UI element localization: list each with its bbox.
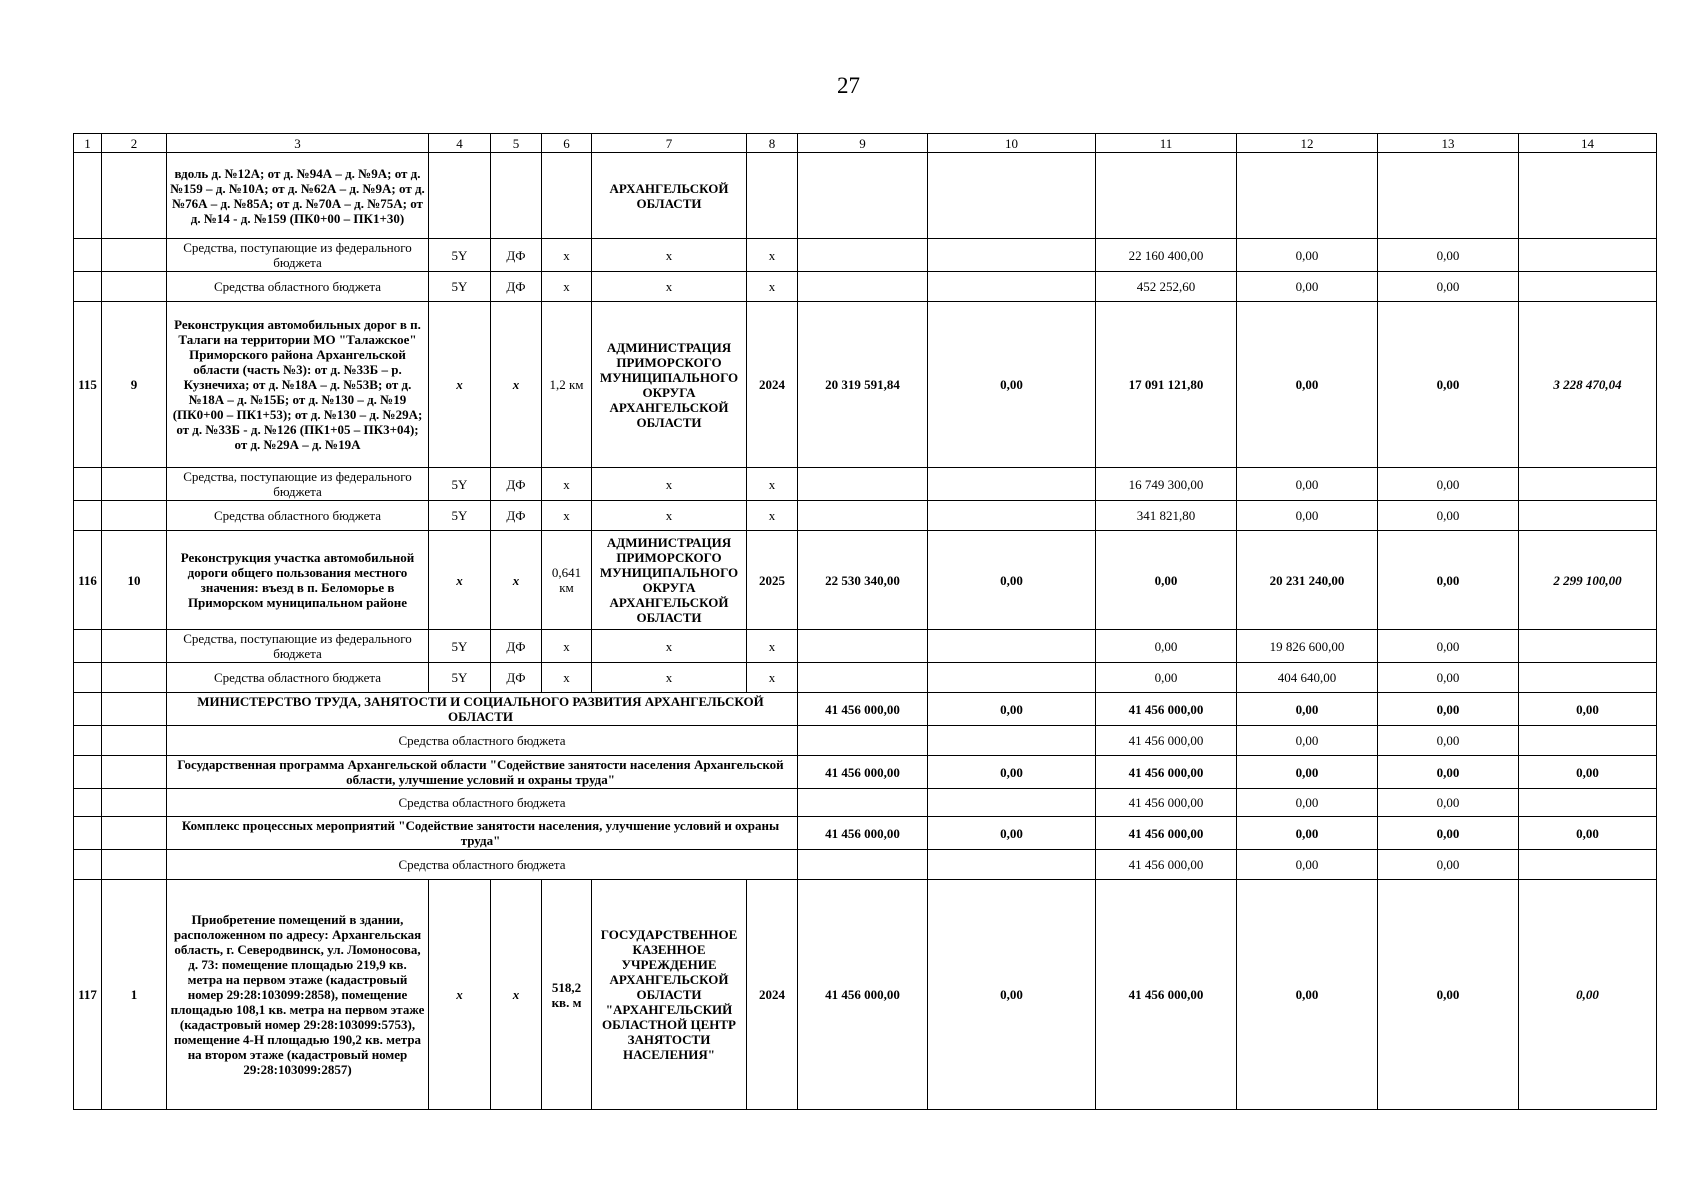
amount-cell: 0,00 [1378, 302, 1519, 468]
funding-row-federal [74, 239, 1657, 272]
header-cell: 6 [542, 134, 592, 153]
row-number: 115 [74, 302, 102, 468]
amount-cell: 41 456 000,00 [1096, 726, 1237, 756]
code-cell: ДФ [491, 663, 542, 693]
header-cell: 13 [1378, 134, 1519, 153]
amount-cell: 0,00 [1378, 663, 1519, 693]
project-name: вдоль д. №12А; от д. №94А – д. №9А; от д. №159 – д. №10А; от д. №62А – д. №9А; от д. №76А – д. №85А; от д. №70А – д. №75А; от д. №14 - д. №159 (ПК0+00 – ПК1+30) [167, 153, 429, 239]
amount-cell: 0,00 [1378, 756, 1519, 789]
code-cell: x [429, 880, 491, 1110]
funding-source-label: Средства областного бюджета [167, 501, 429, 531]
funding-row-federal [74, 630, 1657, 663]
header-cell: 3 [167, 134, 429, 153]
code-cell: x [542, 630, 592, 663]
code-cell: 5Y [429, 663, 491, 693]
header-cell: 2 [102, 134, 167, 153]
year-cell: 2025 [747, 531, 798, 630]
funding-row-regional [74, 501, 1657, 531]
amount-cell: 0,00 [1237, 880, 1378, 1110]
code-cell: ДФ [491, 501, 542, 531]
responsible-org: АРХАНГЕЛЬСКОЙ ОБЛАСТИ [592, 153, 747, 239]
amount-cell: 0,00 [1378, 726, 1519, 756]
code-cell: x [542, 272, 592, 302]
funding-row-regional [74, 726, 1657, 756]
funding-source-label: Средства, поступающие из федерального бюджета [167, 468, 429, 501]
row-subnumber: 9 [102, 302, 167, 468]
amount-cell: 0,00 [1237, 272, 1378, 302]
amount-cell: 41 456 000,00 [798, 817, 928, 850]
amount-cell: 2 299 100,00 [1519, 531, 1657, 630]
amount-cell: 0,00 [1237, 239, 1378, 272]
funding-row-regional [74, 789, 1657, 817]
amount-cell: 0,00 [1378, 880, 1519, 1110]
code-cell: x [429, 531, 491, 630]
program-row [74, 756, 1657, 789]
code-cell: x [747, 630, 798, 663]
amount-cell: 22 530 340,00 [798, 531, 928, 630]
amount-cell: 0,00 [1237, 817, 1378, 850]
amount-cell: 0,00 [1519, 693, 1657, 726]
funding-source-label: Средства областного бюджета [167, 726, 798, 756]
code-cell: x [542, 663, 592, 693]
amount-cell: 0,00 [928, 693, 1096, 726]
code-cell: x [592, 239, 747, 272]
amount-cell: 0,00 [1378, 850, 1519, 880]
amount-cell: 0,00 [1378, 630, 1519, 663]
responsible-org: ГОСУДАРСТВЕННОЕ КАЗЕННОЕ УЧРЕЖДЕНИЕ АРХАНГЕЛЬСКОЙ ОБЛАСТИ "АРХАНГЕЛЬСКИЙ ОБЛАСТНОЙ ЦЕНТР ЗАНЯТОСТИ НАСЕЛЕНИЯ" [592, 880, 747, 1110]
header-cell: 10 [928, 134, 1096, 153]
code-cell: x [747, 468, 798, 501]
amount-cell: 0,00 [1378, 501, 1519, 531]
funding-source-label: Средства, поступающие из федерального бюджета [167, 239, 429, 272]
code-cell: x [542, 239, 592, 272]
row-subnumber: 10 [102, 531, 167, 630]
code-cell: 5Y [429, 272, 491, 302]
amount-cell: 404 640,00 [1237, 663, 1378, 693]
year-cell: 2024 [747, 880, 798, 1110]
code-cell: x [542, 468, 592, 501]
amount-cell: 41 456 000,00 [1096, 850, 1237, 880]
funding-source-label: Средства областного бюджета [167, 663, 429, 693]
amount-cell: 0,00 [1519, 756, 1657, 789]
header-cell: 14 [1519, 134, 1657, 153]
code-cell: ДФ [491, 468, 542, 501]
code-cell: 5Y [429, 501, 491, 531]
header-cell: 4 [429, 134, 491, 153]
complex-title: Комплекс процессных мероприятий "Содействие занятости населения, улучшение условий и охраны труда" [167, 817, 798, 850]
amount-cell: 0,00 [928, 531, 1096, 630]
amount-cell: 0,00 [1237, 726, 1378, 756]
amount-cell: 341 821,80 [1096, 501, 1237, 531]
amount-cell: 0,00 [1237, 302, 1378, 468]
funding-row-regional [74, 663, 1657, 693]
amount-cell: 0,00 [1378, 693, 1519, 726]
capacity-cell: 0,641 км [542, 531, 592, 630]
budget-table [73, 133, 1657, 1110]
header-cell: 1 [74, 134, 102, 153]
program-title: Государственная программа Архангельской области "Содействие занятости населения Архангельской области, улучшение условий и охраны труда" [167, 756, 798, 789]
amount-cell: 0,00 [1096, 531, 1237, 630]
amount-cell: 22 160 400,00 [1096, 239, 1237, 272]
project-row-115 [74, 302, 1657, 468]
amount-cell: 0,00 [1378, 789, 1519, 817]
code-cell: ДФ [491, 630, 542, 663]
funding-source-label: Средства областного бюджета [167, 789, 798, 817]
year-cell: 2024 [747, 302, 798, 468]
amount-cell: 0,00 [1378, 272, 1519, 302]
header-cell: 11 [1096, 134, 1237, 153]
code-cell: x [747, 501, 798, 531]
funding-source-label: Средства областного бюджета [167, 272, 429, 302]
amount-cell: 16 749 300,00 [1096, 468, 1237, 501]
code-cell: x [747, 239, 798, 272]
table-row-continued [74, 153, 1657, 239]
funding-row-regional [74, 850, 1657, 880]
row-subnumber: 1 [102, 880, 167, 1110]
header-row [74, 134, 1657, 153]
code-cell: ДФ [491, 272, 542, 302]
amount-cell: 20 319 591,84 [798, 302, 928, 468]
header-cell: 9 [798, 134, 928, 153]
code-cell: x [491, 302, 542, 468]
capacity-cell: 1,2 км [542, 302, 592, 468]
amount-cell: 0,00 [1519, 880, 1657, 1110]
amount-cell: 0,00 [1378, 239, 1519, 272]
amount-cell: 0,00 [928, 880, 1096, 1110]
code-cell: x [592, 468, 747, 501]
project-row-117 [74, 880, 1657, 1110]
amount-cell: 0,00 [1237, 789, 1378, 817]
amount-cell: 0,00 [1378, 817, 1519, 850]
amount-cell: 41 456 000,00 [1096, 693, 1237, 726]
amount-cell: 41 456 000,00 [798, 756, 928, 789]
row-number: 117 [74, 880, 102, 1110]
code-cell: x [592, 663, 747, 693]
amount-cell: 0,00 [1237, 501, 1378, 531]
code-cell: x [429, 302, 491, 468]
amount-cell: 0,00 [928, 756, 1096, 789]
complex-row [74, 817, 1657, 850]
code-cell: x [592, 501, 747, 531]
header-cell: 12 [1237, 134, 1378, 153]
amount-cell: 41 456 000,00 [1096, 756, 1237, 789]
amount-cell: 41 456 000,00 [1096, 789, 1237, 817]
amount-cell: 20 231 240,00 [1237, 531, 1378, 630]
code-cell: ДФ [491, 239, 542, 272]
code-cell: x [491, 531, 542, 630]
amount-cell: 0,00 [1237, 850, 1378, 880]
funding-source-label: Средства областного бюджета [167, 850, 798, 880]
code-cell: x [491, 880, 542, 1110]
amount-cell: 0,00 [1378, 531, 1519, 630]
funding-row-federal [74, 468, 1657, 501]
code-cell: x [592, 272, 747, 302]
amount-cell: 3 228 470,04 [1519, 302, 1657, 468]
page-number: 27 [837, 73, 860, 98]
code-cell: 5Y [429, 239, 491, 272]
amount-cell: 0,00 [1237, 756, 1378, 789]
amount-cell: 0,00 [1378, 468, 1519, 501]
header-cell: 5 [491, 134, 542, 153]
header-cell: 7 [592, 134, 747, 153]
project-name: Реконструкция автомобильных дорог в п. Талаги на территории МО "Талажское" Приморского района Архангельской области (часть №3): от д. №33Б – р. Кузнечиха; от д. №18А – д. №53В; от д. №18А – д. №15Б; от д. №130 – д. №19 (ПК0+00 – ПК1+53); от д. №130 – д. №29А; от д. №33Б - д. №126 (ПК1+05 – ПК3+04); от д. №29А – д. №19А [167, 302, 429, 468]
amount-cell: 0,00 [1237, 693, 1378, 726]
funding-source-label: Средства, поступающие из федерального бюджета [167, 630, 429, 663]
code-cell: x [747, 272, 798, 302]
amount-cell: 0,00 [928, 302, 1096, 468]
code-cell: x [542, 501, 592, 531]
project-row-116 [74, 531, 1657, 630]
code-cell: 5Y [429, 630, 491, 663]
amount-cell: 0,00 [928, 817, 1096, 850]
amount-cell: 17 091 121,80 [1096, 302, 1237, 468]
responsible-org: АДМИНИСТРАЦИЯ ПРИМОРСКОГО МУНИЦИПАЛЬНОГО ОКРУГА АРХАНГЕЛЬСКОЙ ОБЛАСТИ [592, 531, 747, 630]
code-cell: 5Y [429, 468, 491, 501]
ministry-row [74, 693, 1657, 726]
amount-cell: 19 826 600,00 [1237, 630, 1378, 663]
funding-row-regional [74, 272, 1657, 302]
header-cell: 8 [747, 134, 798, 153]
row-number: 116 [74, 531, 102, 630]
amount-cell: 41 456 000,00 [1096, 880, 1237, 1110]
amount-cell: 41 456 000,00 [798, 880, 928, 1110]
amount-cell: 0,00 [1519, 817, 1657, 850]
amount-cell: 41 456 000,00 [798, 693, 928, 726]
responsible-org: АДМИНИСТРАЦИЯ ПРИМОРСКОГО МУНИЦИПАЛЬНОГО ОКРУГА АРХАНГЕЛЬСКОЙ ОБЛАСТИ [592, 302, 747, 468]
amount-cell: 452 252,60 [1096, 272, 1237, 302]
amount-cell: 0,00 [1237, 468, 1378, 501]
code-cell: x [592, 630, 747, 663]
project-name: Приобретение помещений в здании, расположенном по адресу: Архангельская область, г. Северодвинск, ул. Ломоносова, д. 73: помещение площадью 219,9 кв. метра на первом этаже (кадастровый номер 29:28:103099:2858), помещение площадью 108,1 кв. метра на первом этаже (кадастровый номер 29:28:103099:5753), помещение 4-Н площадью 190,2 кв. метра на втором этаже (кадастровый номер 29:28:103099:2857) [167, 880, 429, 1110]
amount-cell: 41 456 000,00 [1096, 817, 1237, 850]
capacity-cell: 518,2 кв. м [542, 880, 592, 1110]
project-name: Реконструкция участка автомобильной дороги общего пользования местного значения: въезд в п. Беломорье в Приморском муниципальном районе [167, 531, 429, 630]
code-cell: x [747, 663, 798, 693]
amount-cell: 0,00 [1096, 630, 1237, 663]
amount-cell: 0,00 [1096, 663, 1237, 693]
ministry-title: МИНИСТЕРСТВО ТРУДА, ЗАНЯТОСТИ И СОЦИАЛЬНОГО РАЗВИТИЯ АРХАНГЕЛЬСКОЙ ОБЛАСТИ [167, 693, 798, 726]
